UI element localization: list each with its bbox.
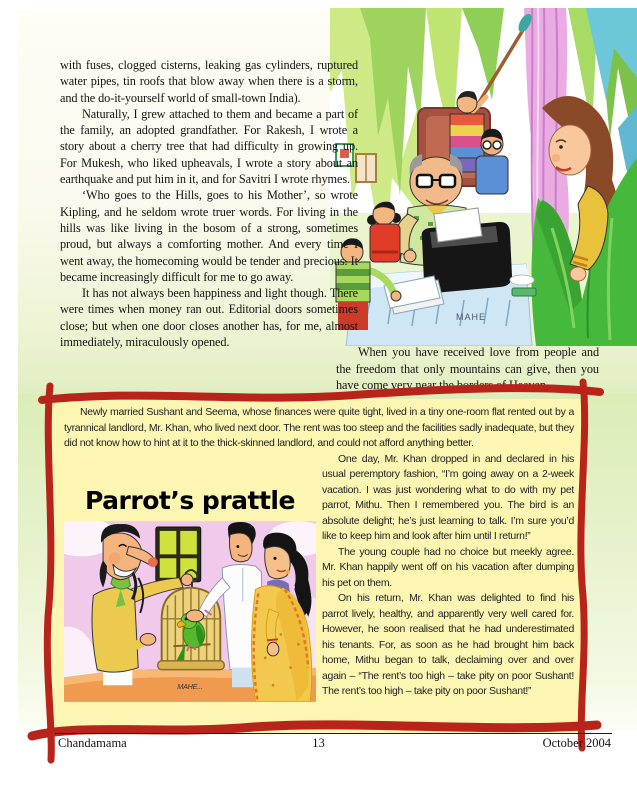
window xyxy=(156,527,201,582)
footer-rule xyxy=(55,733,612,734)
article-paragraph: ‘Who goes to the Hills, goes to his Mother’, so wrote Kipling, and he seldom wrote truer words. For living in the hills was like living in the bosom of a strong, sometimes proud, but always a comforting mother. And every time I went away, the homecoming would be tender and precious. It became increasingly difficult for me to go away. xyxy=(60,188,358,284)
story-paragraph: One day, Mr. Khan dropped in and declared in his usual peremptory fashion, “I’m going away on a 2-week vacation. I was just wondering what to do with my pet parrot, Mithu. Then I remembered you. The bird is an absolute delight; he’s just learning to talk. I’m sure you’d like to keep him and look after him until I return!” xyxy=(322,452,574,542)
story-art-block xyxy=(64,484,316,708)
footer-page-number: 13 xyxy=(312,736,325,750)
article-paragraph: Naturally, I grew attached to them and became a part of the family, an adopted grandfather. For Rakesh, I wrote a story about a cherry tree that had difficulty in growing up. For Mukesh, who liked upheavals, I wrote a story about an earthquake and put him in it, and for Savitri I wrote rhymes. xyxy=(60,106,358,187)
illustrator-signature: MAHE xyxy=(456,312,487,322)
story-paragraph: Newly married Sushant and Seema, whose finances were quite tight, lived in a tiny one-room flat rented out by a tyrannical landlord, Mr. Khan, who lived next door. The rent was too steep and the facilities sadly inadequate, but they did not know how to hint at it to the thick-skinned landlord, and could not afford anything better. xyxy=(64,406,574,449)
article-paragraph: with fuses, clogged cisterns, leaking gas cylinders, ruptured water pipes, tin roofs that blow away when there is a storm, and the do-it-yourself world of small-town India). xyxy=(60,58,358,105)
footer-issue-date: October 2004 xyxy=(542,736,611,750)
cartoonist-signature: MAHE... xyxy=(177,681,203,691)
article-paragraph: It has not always been happiness and light though. There were times when money ran out. Editorial doors sometimes close; but when one door closes another has, for me, almost immediately, miraculously opened. xyxy=(60,286,358,350)
footer-magazine-name: Chandamama xyxy=(58,736,127,750)
story-box xyxy=(64,405,574,707)
story-title: Parrot’s prattle xyxy=(85,485,295,515)
family-illustration xyxy=(330,8,637,346)
article-closing-column xyxy=(336,344,599,394)
article-closing-paragraph: When you have received love from people and the freedom that only mountains can give, then you have come very near the borders of Heaven. xyxy=(336,345,599,392)
parrot-cartoon xyxy=(64,521,316,702)
story-paragraph: The young couple had no choice but meekly agree. Mr. Khan happily went off on his vacation after dumping his pet on them. xyxy=(322,545,574,589)
story-paragraph: On his return, Mr. Khan was delighted to find his parrot lively, healthy, and apparently very well cared for. However, he soon realised that he had underestimated his tenants. For, as soon as he had brought him back home, Mithu began to talk, declaiming over and over again – “The rent’s too high – take pity on poor Sushant! The rent’s too high – take pity on poor Sushant!” xyxy=(322,592,574,697)
article-left-column xyxy=(60,57,358,350)
